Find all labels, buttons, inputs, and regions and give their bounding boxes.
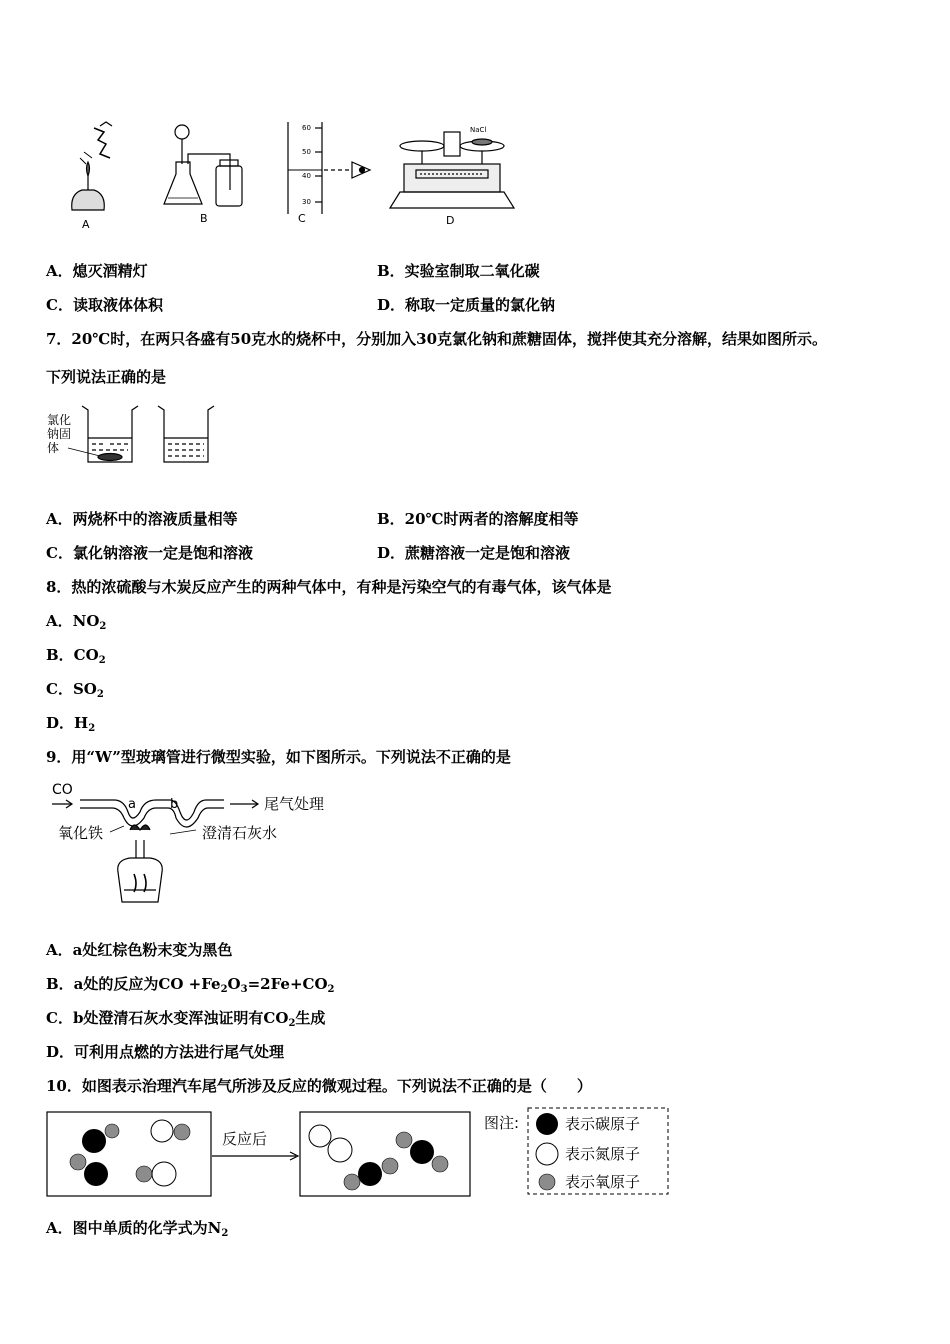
q9-a-label: a: [128, 797, 136, 812]
q9-tail-gas-label: 尾气处理: [264, 795, 325, 813]
legend-nitrogen-label: 表示氮原子: [565, 1145, 641, 1163]
legend-nitrogen-atom: [536, 1143, 558, 1165]
q9-option-d: D．可利用点燃的方法进行尾气处理: [46, 1043, 285, 1061]
carbon-atom: [410, 1140, 434, 1164]
figure-b-co2-apparatus: [164, 125, 242, 206]
q8-stem: 8．热的浓硫酸与木炭反应产生的两种气体中，有种是污染空气的有毒气体，该气体是: [46, 578, 612, 596]
w-tube: [52, 800, 258, 902]
beaker-nacl: [68, 406, 138, 462]
q6-figure-svg: [60, 118, 520, 238]
legend-carbon-atom: [536, 1113, 558, 1135]
q9-figure: [44, 778, 344, 910]
legend-oxygen-label: 表示氧原子: [565, 1173, 641, 1191]
q7-beakers-svg: [44, 400, 224, 470]
oxygen-atom: [382, 1158, 398, 1174]
carbon-atom: [84, 1162, 108, 1186]
q7-label-line1: 氯化: [47, 413, 72, 427]
before-reaction-box: [47, 1112, 211, 1196]
q10-arrow-label: 反应后: [222, 1130, 268, 1148]
oxygen-atom: [105, 1124, 119, 1138]
q10-micro-svg: [44, 1104, 674, 1202]
q8-option-c: C．$SO_2$: [46, 680, 104, 700]
q7-figure: [44, 400, 224, 470]
q7-label-line3: 体: [47, 441, 60, 455]
carbon-atom: [82, 1129, 106, 1153]
q9-stem: 9．用“W”型玻璃管进行微型实验，如下图所示。下列说法不正确的是: [46, 748, 511, 766]
q8-option-a: A．$NO_2$: [46, 612, 107, 632]
q10-figure: [44, 1104, 674, 1202]
q7-stem-line1: 7．20℃时，在两只各盛有50克水的烧杯中，分别加入30克氯化钠和蔗糖固体，搅拌使其充分溶解，结果如图所示。: [46, 330, 828, 348]
legend-carbon-label: 表示碳原子: [565, 1115, 641, 1133]
figure-d-balance: [390, 132, 514, 208]
cyl-tick-40: 40: [302, 172, 311, 180]
q7-stem-line2: 下列说法正确的是: [46, 368, 167, 386]
q9-option-c: C．b处澄清石灰水变浑浊证明有$CO_2$生成: [46, 1009, 326, 1029]
cyl-tick-30: 30: [302, 198, 311, 206]
oxygen-atom: [432, 1156, 448, 1172]
q7-option-c: C．氯化钠溶液一定是饱和溶液: [46, 544, 253, 562]
oxygen-atom: [174, 1124, 190, 1140]
nacl-tag: NaCl: [470, 126, 487, 134]
nitrogen-atom: [152, 1162, 176, 1186]
after-reaction-box: [300, 1112, 470, 1196]
fig-label-d: D: [446, 214, 455, 227]
beaker-sucrose: [158, 406, 214, 462]
nitrogen-atom: [309, 1125, 331, 1147]
q6-option-b: B．实验室制取二氧化碳: [377, 262, 540, 280]
q7-option-b: B．20℃时两者的溶解度相等: [377, 510, 579, 528]
carbon-atom: [358, 1162, 382, 1186]
fig-label-a: A: [82, 218, 90, 231]
q6-option-d: D．称取一定质量的氯化钠: [377, 296, 556, 314]
nitrogen-atom: [328, 1138, 352, 1162]
fig-label-b: B: [200, 212, 208, 225]
q10-option-a: A．图中单质的化学式为$N_2$: [46, 1219, 229, 1239]
q10-legend-title: 图注:: [484, 1114, 520, 1132]
oxygen-atom: [136, 1166, 152, 1182]
q8-option-d: D．$H_2$: [46, 714, 96, 734]
cyl-tick-60: 60: [302, 124, 311, 132]
q9-w-tube-svg: [44, 778, 344, 910]
q9-b-label: b: [170, 797, 179, 812]
q8-option-b: B．$CO_2$: [46, 646, 106, 666]
q9-option-b: B．a处的反应为CO $+Fe_2O_3=2Fe+CO_2$: [46, 975, 335, 995]
q9-limewater-label: 澄清石灰水: [202, 824, 278, 842]
nitrogen-atom: [151, 1120, 173, 1142]
q6-option-c: C．读取液体体积: [46, 296, 163, 314]
q7-label-line2: 钠固: [47, 427, 72, 441]
q7-option-a: A．两烧杯中的溶液质量相等: [46, 510, 238, 528]
fig-label-c: C: [298, 212, 306, 225]
oxygen-atom: [344, 1174, 360, 1190]
cyl-tick-50: 50: [302, 148, 311, 156]
figure-a-alcohol-lamp: [72, 122, 112, 210]
oxygen-atom: [396, 1132, 412, 1148]
oxygen-atom: [70, 1154, 86, 1170]
q6-figure: [60, 118, 520, 238]
q9-option-a: A．a处红棕色粉末变为黑色: [46, 941, 233, 959]
legend-oxygen-atom: [539, 1174, 555, 1190]
q10-stem: 10．如图表示治理汽车尾气所涉及反应的微观过程。下列说法不正确的是（ ）: [46, 1077, 592, 1095]
q7-option-d: D．蔗糖溶液一定是饱和溶液: [377, 544, 571, 562]
figure-c-cylinder: [288, 122, 370, 214]
q9-iron-oxide-label: 氧化铁: [58, 824, 104, 842]
q6-option-a: A．熄灭酒精灯: [46, 262, 148, 280]
q9-co-label: CO: [52, 782, 73, 798]
